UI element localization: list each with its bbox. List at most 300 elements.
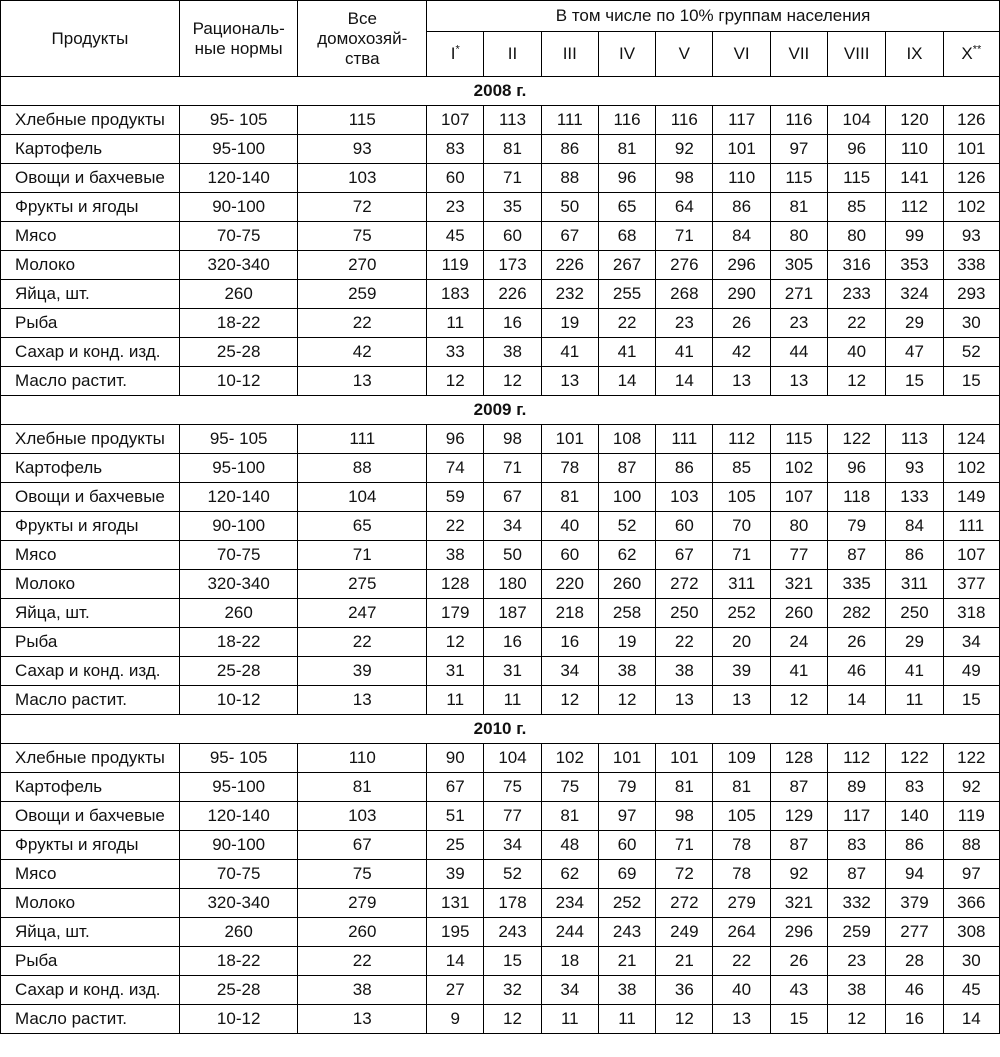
group-label: V bbox=[678, 44, 691, 63]
group-value-cell: 75 bbox=[541, 773, 598, 802]
group-value-cell: 101 bbox=[541, 425, 598, 454]
group-value-cell: 110 bbox=[713, 164, 770, 193]
group-value-cell: 12 bbox=[770, 686, 827, 715]
table-row bbox=[1, 164, 1000, 193]
norms-header-line1: Рациональ- bbox=[192, 18, 285, 38]
year-label: 2008 г. bbox=[1, 77, 1000, 106]
all-households-cell: 13 bbox=[298, 1005, 427, 1034]
group-value-cell: 42 bbox=[713, 338, 770, 367]
table-row bbox=[1, 222, 1000, 251]
group-header-1 bbox=[427, 32, 484, 77]
all-households-cell: 13 bbox=[298, 367, 427, 396]
group-value-cell: 109 bbox=[713, 744, 770, 773]
group-value-cell: 26 bbox=[828, 628, 886, 657]
table-row bbox=[1, 106, 1000, 135]
group-value-cell: 173 bbox=[484, 251, 541, 280]
groups-title: В том числе по 10% группам населения bbox=[555, 6, 871, 25]
group-value-cell: 46 bbox=[886, 976, 943, 1005]
group-value-cell: 86 bbox=[656, 454, 713, 483]
table-row bbox=[1, 367, 1000, 396]
group-value-cell: 46 bbox=[828, 657, 886, 686]
all-households-cell: 110 bbox=[298, 744, 427, 773]
year-label: 2010 г. bbox=[1, 715, 1000, 744]
group-value-cell: 81 bbox=[484, 135, 541, 164]
group-header-2 bbox=[484, 32, 541, 77]
group-value-cell: 255 bbox=[598, 280, 655, 309]
group-value-cell: 272 bbox=[656, 570, 713, 599]
group-value-cell: 102 bbox=[943, 454, 999, 483]
group-value-cell: 112 bbox=[828, 744, 886, 773]
group-value-cell: 226 bbox=[541, 251, 598, 280]
group-value-cell: 84 bbox=[713, 222, 770, 251]
all-households-cell: 22 bbox=[298, 947, 427, 976]
group-value-cell: 83 bbox=[427, 135, 484, 164]
groups-title-header bbox=[427, 1, 1000, 32]
norm-cell: 95-100 bbox=[179, 135, 298, 164]
group-value-cell: 47 bbox=[886, 338, 943, 367]
product-cell: Рыба bbox=[1, 947, 180, 976]
group-value-cell: 232 bbox=[541, 280, 598, 309]
norm-cell: 10-12 bbox=[179, 1005, 298, 1034]
all-households-cell: 22 bbox=[298, 628, 427, 657]
group-label: I bbox=[450, 44, 456, 63]
group-value-cell: 25 bbox=[427, 831, 484, 860]
group-value-cell: 15 bbox=[770, 1005, 827, 1034]
all-households-cell: 22 bbox=[298, 309, 427, 338]
group-value-cell: 78 bbox=[713, 831, 770, 860]
group-value-cell: 13 bbox=[713, 367, 770, 396]
group-value-cell: 93 bbox=[943, 222, 999, 251]
group-value-cell: 119 bbox=[943, 802, 999, 831]
table-row bbox=[1, 512, 1000, 541]
group-value-cell: 88 bbox=[943, 831, 999, 860]
group-label: II bbox=[507, 44, 518, 63]
group-value-cell: 80 bbox=[770, 222, 827, 251]
group-value-cell: 115 bbox=[770, 425, 827, 454]
norm-cell: 95- 105 bbox=[179, 106, 298, 135]
group-value-cell: 104 bbox=[484, 744, 541, 773]
group-value-cell: 67 bbox=[656, 541, 713, 570]
group-value-cell: 38 bbox=[427, 541, 484, 570]
product-cell: Яйца, шт. bbox=[1, 280, 180, 309]
group-value-cell: 22 bbox=[828, 309, 886, 338]
table-row bbox=[1, 976, 1000, 1005]
group-value-cell: 115 bbox=[770, 164, 827, 193]
group-value-cell: 11 bbox=[427, 686, 484, 715]
group-value-cell: 15 bbox=[943, 367, 999, 396]
norm-cell: 18-22 bbox=[179, 628, 298, 657]
norm-cell: 10-12 bbox=[179, 686, 298, 715]
group-value-cell: 104 bbox=[828, 106, 886, 135]
group-value-cell: 69 bbox=[598, 860, 655, 889]
group-value-cell: 126 bbox=[943, 106, 999, 135]
group-value-cell: 78 bbox=[713, 860, 770, 889]
group-value-cell: 250 bbox=[886, 599, 943, 628]
group-value-cell: 110 bbox=[886, 135, 943, 164]
group-value-cell: 98 bbox=[484, 425, 541, 454]
group-value-cell: 15 bbox=[484, 947, 541, 976]
group-value-cell: 86 bbox=[541, 135, 598, 164]
group-value-cell: 311 bbox=[713, 570, 770, 599]
group-value-cell: 252 bbox=[598, 889, 655, 918]
group-value-cell: 81 bbox=[713, 773, 770, 802]
group-value-cell: 96 bbox=[427, 425, 484, 454]
group-value-cell: 272 bbox=[656, 889, 713, 918]
group-header-7 bbox=[770, 32, 827, 77]
group-value-cell: 16 bbox=[886, 1005, 943, 1034]
group-value-cell: 100 bbox=[598, 483, 655, 512]
all-households-cell: 38 bbox=[298, 976, 427, 1005]
all-households-cell: 13 bbox=[298, 686, 427, 715]
table-body bbox=[1, 77, 1000, 1034]
group-value-cell: 83 bbox=[886, 773, 943, 802]
product-cell: Картофель bbox=[1, 135, 180, 164]
group-value-cell: 277 bbox=[886, 918, 943, 947]
group-value-cell: 111 bbox=[541, 106, 598, 135]
group-value-cell: 98 bbox=[656, 802, 713, 831]
group-value-cell: 101 bbox=[598, 744, 655, 773]
group-value-cell: 38 bbox=[656, 657, 713, 686]
group-value-cell: 101 bbox=[943, 135, 999, 164]
group-value-cell: 52 bbox=[484, 860, 541, 889]
all-households-cell: 104 bbox=[298, 483, 427, 512]
group-value-cell: 16 bbox=[484, 628, 541, 657]
group-value-cell: 133 bbox=[886, 483, 943, 512]
group-value-cell: 97 bbox=[943, 860, 999, 889]
group-value-cell: 41 bbox=[886, 657, 943, 686]
group-value-cell: 30 bbox=[943, 947, 999, 976]
all-households-cell: 72 bbox=[298, 193, 427, 222]
group-value-cell: 234 bbox=[541, 889, 598, 918]
group-value-cell: 22 bbox=[713, 947, 770, 976]
group-value-cell: 282 bbox=[828, 599, 886, 628]
group-value-cell: 126 bbox=[943, 164, 999, 193]
group-value-cell: 87 bbox=[828, 541, 886, 570]
product-cell: Хлебные продукты bbox=[1, 744, 180, 773]
table-row bbox=[1, 628, 1000, 657]
product-cell: Картофель bbox=[1, 454, 180, 483]
all-households-cell: 103 bbox=[298, 802, 427, 831]
group-value-cell: 11 bbox=[427, 309, 484, 338]
group-value-cell: 74 bbox=[427, 454, 484, 483]
group-value-cell: 67 bbox=[541, 222, 598, 251]
group-value-cell: 62 bbox=[541, 860, 598, 889]
group-value-cell: 81 bbox=[656, 773, 713, 802]
group-value-cell: 22 bbox=[656, 628, 713, 657]
group-value-cell: 195 bbox=[427, 918, 484, 947]
all-households-cell: 81 bbox=[298, 773, 427, 802]
all-households-cell: 247 bbox=[298, 599, 427, 628]
group-value-cell: 84 bbox=[886, 512, 943, 541]
group-value-cell: 296 bbox=[713, 251, 770, 280]
group-value-cell: 60 bbox=[484, 222, 541, 251]
product-cell: Мясо bbox=[1, 222, 180, 251]
table-row bbox=[1, 425, 1000, 454]
group-value-cell: 79 bbox=[828, 512, 886, 541]
group-value-cell: 122 bbox=[828, 425, 886, 454]
product-cell: Молоко bbox=[1, 251, 180, 280]
product-cell: Картофель bbox=[1, 773, 180, 802]
group-value-cell: 252 bbox=[713, 599, 770, 628]
group-value-cell: 13 bbox=[541, 367, 598, 396]
group-value-cell: 290 bbox=[713, 280, 770, 309]
group-value-cell: 32 bbox=[484, 976, 541, 1005]
table-row bbox=[1, 947, 1000, 976]
group-value-cell: 21 bbox=[656, 947, 713, 976]
table-row bbox=[1, 686, 1000, 715]
group-value-cell: 38 bbox=[484, 338, 541, 367]
group-value-cell: 23 bbox=[656, 309, 713, 338]
product-cell: Фрукты и ягоды bbox=[1, 193, 180, 222]
group-value-cell: 14 bbox=[656, 367, 713, 396]
product-cell: Сахар и конд. изд. bbox=[1, 657, 180, 686]
all-households-cell: 39 bbox=[298, 657, 427, 686]
group-value-cell: 70 bbox=[713, 512, 770, 541]
norm-cell: 25-28 bbox=[179, 338, 298, 367]
group-value-cell: 23 bbox=[828, 947, 886, 976]
year-row bbox=[1, 396, 1000, 425]
group-value-cell: 249 bbox=[656, 918, 713, 947]
norm-cell: 320-340 bbox=[179, 251, 298, 280]
table-row bbox=[1, 599, 1000, 628]
group-value-cell: 80 bbox=[828, 222, 886, 251]
group-value-cell: 377 bbox=[943, 570, 999, 599]
group-header-3 bbox=[541, 32, 598, 77]
all-households-cell: 88 bbox=[298, 454, 427, 483]
group-value-cell: 311 bbox=[886, 570, 943, 599]
norm-cell: 120-140 bbox=[179, 164, 298, 193]
group-value-cell: 31 bbox=[427, 657, 484, 686]
product-cell: Хлебные продукты bbox=[1, 425, 180, 454]
group-value-cell: 124 bbox=[943, 425, 999, 454]
all-households-cell: 42 bbox=[298, 338, 427, 367]
norm-cell: 95-100 bbox=[179, 773, 298, 802]
group-value-cell: 128 bbox=[770, 744, 827, 773]
all-households-cell: 93 bbox=[298, 135, 427, 164]
product-cell: Молоко bbox=[1, 570, 180, 599]
group-value-cell: 12 bbox=[828, 1005, 886, 1034]
group-value-cell: 233 bbox=[828, 280, 886, 309]
group-value-cell: 187 bbox=[484, 599, 541, 628]
group-value-cell: 113 bbox=[886, 425, 943, 454]
group-value-cell: 11 bbox=[541, 1005, 598, 1034]
group-value-cell: 92 bbox=[770, 860, 827, 889]
norm-cell: 18-22 bbox=[179, 309, 298, 338]
group-value-cell: 332 bbox=[828, 889, 886, 918]
group-value-cell: 64 bbox=[656, 193, 713, 222]
norm-cell: 90-100 bbox=[179, 193, 298, 222]
group-value-cell: 116 bbox=[598, 106, 655, 135]
group-value-cell: 72 bbox=[656, 860, 713, 889]
norms-header bbox=[179, 1, 298, 77]
group-value-cell: 90 bbox=[427, 744, 484, 773]
group-value-cell: 41 bbox=[656, 338, 713, 367]
group-value-cell: 48 bbox=[541, 831, 598, 860]
all-header-line2: домохозяй- bbox=[317, 28, 408, 48]
table-row bbox=[1, 454, 1000, 483]
group-value-cell: 14 bbox=[598, 367, 655, 396]
group-value-cell: 268 bbox=[656, 280, 713, 309]
table-header bbox=[1, 1, 1000, 77]
group-value-cell: 67 bbox=[484, 483, 541, 512]
group-value-cell: 122 bbox=[886, 744, 943, 773]
group-value-cell: 60 bbox=[541, 541, 598, 570]
table-row bbox=[1, 889, 1000, 918]
product-cell: Овощи и бахчевые bbox=[1, 164, 180, 193]
group-value-cell: 101 bbox=[656, 744, 713, 773]
table-row bbox=[1, 657, 1000, 686]
year-label: 2009 г. bbox=[1, 396, 1000, 425]
group-value-cell: 52 bbox=[943, 338, 999, 367]
norm-cell: 320-340 bbox=[179, 570, 298, 599]
group-value-cell: 107 bbox=[427, 106, 484, 135]
all-header-line1: Все bbox=[347, 8, 377, 28]
group-value-cell: 60 bbox=[656, 512, 713, 541]
group-value-cell: 264 bbox=[713, 918, 770, 947]
product-cell: Мясо bbox=[1, 860, 180, 889]
norm-cell: 95- 105 bbox=[179, 744, 298, 773]
group-value-cell: 9 bbox=[427, 1005, 484, 1034]
product-cell: Яйца, шт. bbox=[1, 599, 180, 628]
group-value-cell: 81 bbox=[770, 193, 827, 222]
group-value-cell: 92 bbox=[943, 773, 999, 802]
group-value-cell: 12 bbox=[484, 1005, 541, 1034]
product-cell: Овощи и бахчевые bbox=[1, 483, 180, 512]
group-value-cell: 62 bbox=[598, 541, 655, 570]
group-value-cell: 12 bbox=[541, 686, 598, 715]
product-cell: Мясо bbox=[1, 541, 180, 570]
group-value-cell: 71 bbox=[484, 164, 541, 193]
group-value-cell: 12 bbox=[656, 1005, 713, 1034]
group-value-cell: 12 bbox=[828, 367, 886, 396]
table-row bbox=[1, 309, 1000, 338]
group-value-cell: 178 bbox=[484, 889, 541, 918]
group-value-cell: 353 bbox=[886, 251, 943, 280]
group-value-cell: 40 bbox=[713, 976, 770, 1005]
group-value-cell: 34 bbox=[541, 976, 598, 1005]
group-value-cell: 89 bbox=[828, 773, 886, 802]
group-value-cell: 105 bbox=[713, 802, 770, 831]
group-value-cell: 141 bbox=[886, 164, 943, 193]
group-value-cell: 16 bbox=[541, 628, 598, 657]
group-value-cell: 87 bbox=[770, 773, 827, 802]
all-header-line3: ства bbox=[344, 48, 380, 68]
group-value-cell: 11 bbox=[886, 686, 943, 715]
group-value-cell: 117 bbox=[713, 106, 770, 135]
group-value-cell: 71 bbox=[484, 454, 541, 483]
norm-cell: 95- 105 bbox=[179, 425, 298, 454]
group-value-cell: 117 bbox=[828, 802, 886, 831]
group-value-cell: 23 bbox=[770, 309, 827, 338]
product-cell: Молоко bbox=[1, 889, 180, 918]
group-value-cell: 29 bbox=[886, 309, 943, 338]
norm-cell: 120-140 bbox=[179, 802, 298, 831]
group-value-cell: 94 bbox=[886, 860, 943, 889]
group-value-cell: 38 bbox=[598, 976, 655, 1005]
table-row bbox=[1, 802, 1000, 831]
group-value-cell: 279 bbox=[713, 889, 770, 918]
group-value-cell: 293 bbox=[943, 280, 999, 309]
product-cell: Овощи и бахчевые bbox=[1, 802, 180, 831]
norm-cell: 25-28 bbox=[179, 976, 298, 1005]
group-value-cell: 366 bbox=[943, 889, 999, 918]
group-value-cell: 45 bbox=[943, 976, 999, 1005]
group-value-cell: 97 bbox=[770, 135, 827, 164]
group-value-cell: 13 bbox=[713, 686, 770, 715]
group-value-cell: 40 bbox=[828, 338, 886, 367]
group-value-cell: 259 bbox=[828, 918, 886, 947]
group-value-cell: 116 bbox=[770, 106, 827, 135]
group-value-cell: 19 bbox=[598, 628, 655, 657]
group-value-cell: 38 bbox=[598, 657, 655, 686]
group-value-cell: 107 bbox=[770, 483, 827, 512]
group-value-cell: 39 bbox=[427, 860, 484, 889]
group-header-4 bbox=[598, 32, 655, 77]
norm-cell: 90-100 bbox=[179, 512, 298, 541]
group-value-cell: 81 bbox=[541, 483, 598, 512]
group-value-cell: 244 bbox=[541, 918, 598, 947]
group-value-cell: 98 bbox=[656, 164, 713, 193]
group-value-cell: 71 bbox=[656, 222, 713, 251]
group-value-cell: 19 bbox=[541, 309, 598, 338]
year-row bbox=[1, 77, 1000, 106]
group-value-cell: 120 bbox=[886, 106, 943, 135]
group-value-cell: 49 bbox=[943, 657, 999, 686]
group-value-cell: 87 bbox=[770, 831, 827, 860]
table-row bbox=[1, 280, 1000, 309]
norm-cell: 10-12 bbox=[179, 367, 298, 396]
all-households-cell: 67 bbox=[298, 831, 427, 860]
footnote-mark: ** bbox=[972, 43, 982, 56]
product-cell: Фрукты и ягоды bbox=[1, 831, 180, 860]
group-header-6 bbox=[713, 32, 770, 77]
group-value-cell: 220 bbox=[541, 570, 598, 599]
group-value-cell: 81 bbox=[598, 135, 655, 164]
group-value-cell: 26 bbox=[770, 947, 827, 976]
norm-cell: 25-28 bbox=[179, 657, 298, 686]
group-value-cell: 33 bbox=[427, 338, 484, 367]
group-value-cell: 27 bbox=[427, 976, 484, 1005]
group-value-cell: 26 bbox=[713, 309, 770, 338]
group-value-cell: 276 bbox=[656, 251, 713, 280]
group-value-cell: 96 bbox=[828, 454, 886, 483]
table-row bbox=[1, 135, 1000, 164]
group-value-cell: 67 bbox=[427, 773, 484, 802]
group-header-9 bbox=[886, 32, 943, 77]
norm-cell: 260 bbox=[179, 599, 298, 628]
group-value-cell: 183 bbox=[427, 280, 484, 309]
group-value-cell: 13 bbox=[770, 367, 827, 396]
group-label: VIII bbox=[843, 44, 870, 63]
table-row bbox=[1, 773, 1000, 802]
group-value-cell: 34 bbox=[943, 628, 999, 657]
product-cell: Хлебные продукты bbox=[1, 106, 180, 135]
group-value-cell: 71 bbox=[656, 831, 713, 860]
group-value-cell: 85 bbox=[713, 454, 770, 483]
group-value-cell: 45 bbox=[427, 222, 484, 251]
group-value-cell: 140 bbox=[886, 802, 943, 831]
group-value-cell: 11 bbox=[484, 686, 541, 715]
group-header-10 bbox=[943, 32, 999, 77]
group-value-cell: 260 bbox=[770, 599, 827, 628]
all-households-cell: 103 bbox=[298, 164, 427, 193]
group-header-5 bbox=[656, 32, 713, 77]
group-value-cell: 28 bbox=[886, 947, 943, 976]
product-cell: Масло растит. bbox=[1, 367, 180, 396]
group-value-cell: 21 bbox=[598, 947, 655, 976]
table-row bbox=[1, 918, 1000, 947]
group-value-cell: 50 bbox=[541, 193, 598, 222]
